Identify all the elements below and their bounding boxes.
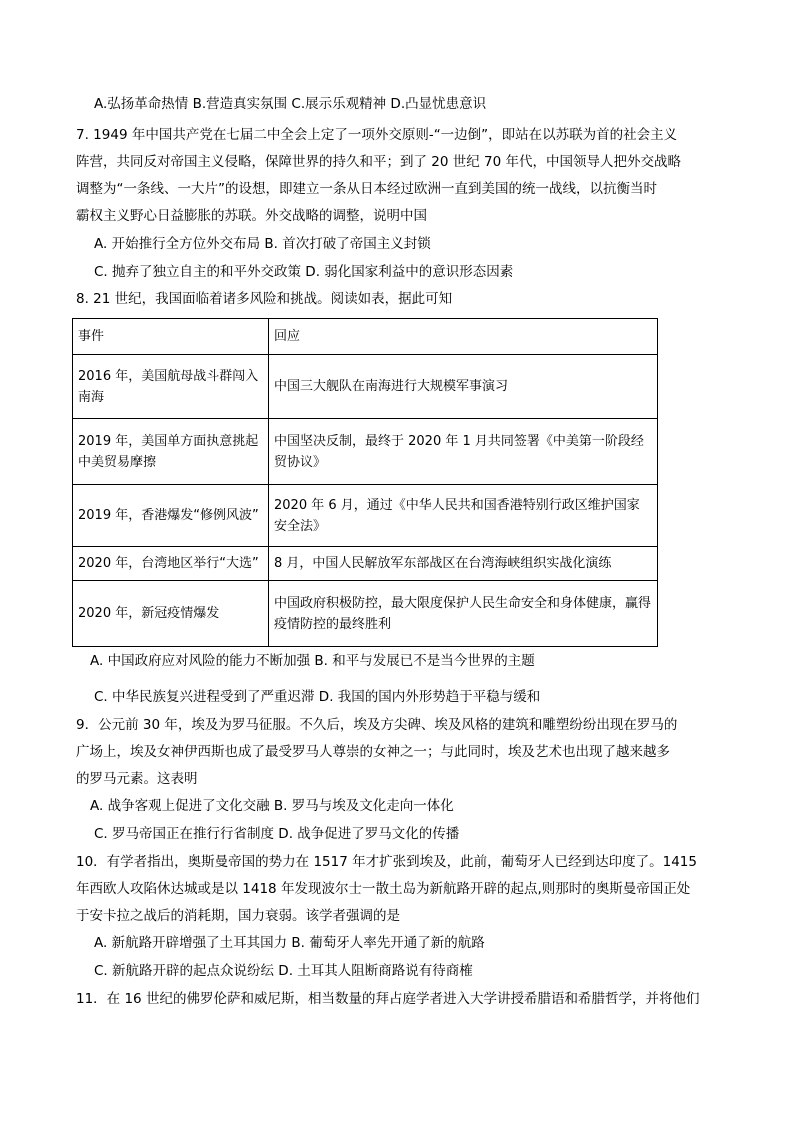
table-row — [73, 485, 658, 547]
q10-stem-line-1: 10．有学者指出，奥斯曼帝国的势力在 1517 年才扩张到埃及，此前，葡萄牙人已经到达印度了。1415 — [76, 854, 697, 870]
q7-options-line-1: A. 开始推行全方位外交布局 B. 首次打破了帝国主义封锁 — [94, 236, 431, 252]
q7-stem-line-3: 调整为“一条线、一大片”的设想，即建立一条从日本经过欧洲一直到美国的统一战线，以抗衡当时 — [76, 181, 657, 197]
table-row — [73, 355, 658, 419]
q8-stem: 8. 21 世纪，我国面临着诸多风险和挑战。阅读如表，据此可知 — [76, 291, 453, 307]
table-cell-event: 2020 年，新冠疫情爆发 — [73, 581, 269, 647]
table-header-response: 回应 — [269, 319, 658, 355]
table-cell-event: 2019 年，美国单方面执意挑起中美贸易摩擦 — [73, 419, 269, 485]
q8-options-line-2: C. 中华民族复兴进程受到了严重迟滞 D. 我国的国内外形势趋于平稳与缓和 — [94, 689, 541, 705]
table-cell-response: 中国政府积极防控，最大限度保护人民生命安全和身体健康，赢得疫情防控的最终胜利 — [269, 581, 658, 647]
table-cell-response: 2020 年 6 月，通过《中华人民共和国香港特别行政区维护国家安全法》 — [269, 485, 658, 547]
table-cell-event: 2019 年，香港爆发“修例风波” — [73, 485, 269, 547]
q7-stem-line-2: 阵营，共同反对帝国主义侵略，保障世界的持久和平；到了 20 世纪 70 年代，中国领导人把外交战略 — [76, 154, 682, 170]
q10-options-line-2: C. 新航路开辟的起点众说纷纭 D. 土耳其人阻断商路说有待商榷 — [94, 963, 473, 979]
table-cell-event: 2020 年，台湾地区举行“大选” — [73, 547, 269, 581]
q9-options-line-2: C. 罗马帝国正在推行行省制度 D. 战争促进了罗马文化的传播 — [94, 826, 460, 842]
q10-stem-line-2: 年西欧人攻陷休达城或是以 1418 年发现波尔士一散土岛为新航路开辟的起点,则那时的奥斯曼帝国正处 — [76, 881, 691, 897]
q8-event-table — [72, 318, 658, 647]
q7-stem-line-4: 霸权主义野心日益膨胀的苏联。外交战略的调整，说明中国 — [76, 208, 427, 224]
table-row — [73, 419, 658, 485]
table-cell-event: 2016 年，美国航母战斗群闯入南海 — [73, 355, 269, 419]
q7-stem-line-1: 7. 1949 年中国共产党在七届二中全会上定了一项外交原则-“一边倒”，即站在以苏联为首的社会主义 — [76, 127, 678, 143]
q11-stem-line-1: 11．在 16 世纪的佛罗伦萨和威尼斯，相当数量的拜占庭学者进入大学讲授希腊语和希腊哲学，并将他们 — [76, 991, 700, 1007]
q9-stem-line-3: 的罗马元素。这表明 — [76, 771, 198, 787]
table-row — [73, 547, 658, 581]
q10-options-line-1: A. 新航路开辟增强了土耳其国力 B. 葡萄牙人率先开通了新的航路 — [94, 935, 485, 951]
q8-options-line-1: A. 中国政府应对风险的能力不断加强 B. 和平与发展已不是当今世界的主题 — [90, 653, 535, 669]
q9-options-line-1: A. 战争客观上促进了文化交融 B. 罗马与埃及文化走向一体化 — [90, 798, 454, 814]
table-cell-response: 中国三大舰队在南海进行大规模军事演习 — [269, 355, 658, 419]
q7-options-line-2: C. 抛弃了独立自主的和平外交政策 D. 弱化国家利益中的意识形态因素 — [94, 264, 514, 280]
table-cell-response: 8 月，中国人民解放军东部战区在台湾海峡组织实战化演练 — [269, 547, 658, 581]
table-cell-response: 中国坚决反制，最终于 2020 年 1 月共同签署《中美第一阶段经贸协议》 — [269, 419, 658, 485]
q10-stem-line-3: 于安卡拉之战后的消耗期，国力衰弱。该学者强调的是 — [76, 908, 400, 924]
table-row — [73, 581, 658, 647]
q9-stem-line-2: 广场上，埃及女神伊西斯也成了最受罗马人尊崇的女神之一；与此同时，埃及艺术也出现了越来越多 — [76, 744, 670, 760]
table-header-event: 事件 — [73, 319, 269, 355]
q6-options: A.弘扬革命热情 B.营造真实氛围 C.展示乐观精神 D.凸显忧患意识 — [94, 96, 487, 112]
q9-stem-line-1: 9．公元前 30 年，埃及为罗马征服。不久后，埃及方尖碑、埃及风格的建筑和雕塑纷纷出现在罗马的 — [76, 717, 678, 733]
